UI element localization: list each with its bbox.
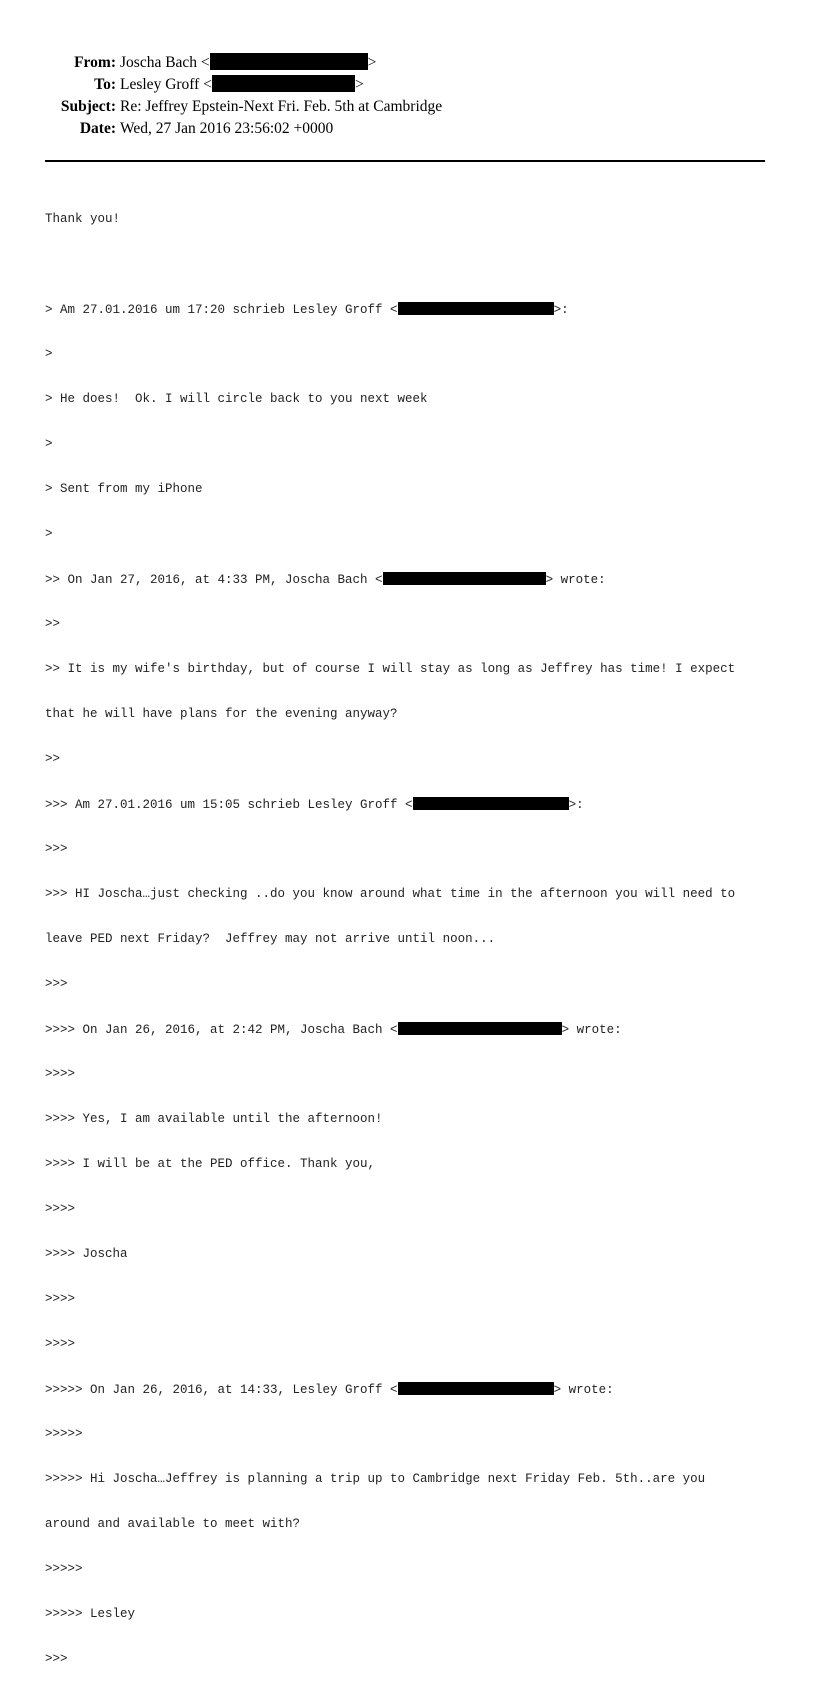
body-line: >> It is my wife's birthday, but of course I will stay as long as Jeffrey has time! I expect — [45, 662, 736, 676]
redaction-box — [210, 53, 368, 70]
quote-header-text: >>>>> On Jan 26, 2016, at 14:33, Lesley Groff < — [45, 1383, 398, 1397]
date-label: Date: — [79, 120, 116, 137]
to-label: To: — [94, 76, 116, 93]
quote-header-tail: >: — [568, 798, 584, 812]
quote-header-tail: >: — [553, 303, 569, 317]
body-line — [45, 257, 775, 272]
redaction-box — [398, 302, 554, 315]
subject-value: Re: Jeffrey Epstein-Next Fri. Feb. 5th at Cambridge — [120, 98, 443, 115]
quote-header-text: >> On Jan 27, 2016, at 4:33 PM, Joscha Bach < — [45, 573, 383, 587]
body-line: >>>>> — [45, 1427, 83, 1441]
header-divider — [45, 160, 765, 162]
from-close: > — [367, 54, 377, 71]
redaction-box — [212, 75, 355, 92]
quote-header-tail: > wrote: — [561, 1023, 622, 1037]
from-row — [0, 52, 816, 74]
quote-header-text: > Am 27.01.2016 um 17:20 schrieb Lesley Groff < — [45, 303, 398, 317]
to-value: Lesley Groff < — [120, 76, 212, 93]
body-line: > — [45, 437, 53, 451]
redaction-box — [398, 1382, 554, 1395]
body-line — [45, 572, 775, 587]
body-line: >>> — [45, 842, 68, 856]
body-line: >>> — [45, 977, 68, 991]
to-close: > — [354, 76, 364, 93]
body-line: >>>> Joscha — [45, 1247, 128, 1261]
redaction-box — [398, 1022, 562, 1035]
body-line: that he will have plans for the evening anyway? — [45, 707, 398, 721]
quote-header-tail: > wrote: — [545, 573, 606, 587]
redaction-box — [383, 572, 546, 585]
to-row — [0, 74, 816, 96]
body-line: >>>> — [45, 1292, 76, 1306]
body-line: >>> — [45, 1652, 68, 1666]
body-line — [45, 1022, 775, 1037]
body-line: >>>> — [45, 1067, 76, 1081]
redaction-box — [413, 797, 569, 810]
body-line: >>>> — [45, 1337, 76, 1351]
body-line: > — [45, 527, 53, 541]
body-line: >>>>> — [45, 1562, 83, 1576]
email-body — [45, 182, 775, 1682]
subject-label: Subject: — [60, 98, 116, 115]
body-line: >>>> — [45, 1202, 76, 1216]
quote-header-tail: > wrote: — [553, 1383, 614, 1397]
body-line: > He does! Ok. I will circle back to you next week — [45, 392, 428, 406]
body-line: >>>> Yes, I am available until the afternoon! — [45, 1112, 383, 1126]
body-line: >>> HI Joscha…just checking ..do you know around what time in the afternoon you will need to — [45, 887, 736, 901]
subject-row — [0, 96, 816, 118]
body-line: >>>>> Hi Joscha…Jeffrey is planning a trip up to Cambridge next Friday Feb. 5th..are you — [45, 1472, 706, 1486]
email-header — [0, 52, 816, 140]
body-line: > Sent from my iPhone — [45, 482, 203, 496]
body-line: > — [45, 347, 53, 361]
body-line: >>>> I will be at the PED office. Thank you, — [45, 1157, 376, 1171]
from-label: From: — [74, 54, 116, 71]
body-line: leave PED next Friday? Jeffrey may not arrive until noon... — [45, 932, 496, 946]
body-line: >> — [45, 752, 61, 766]
quote-header-text: >>>> On Jan 26, 2016, at 2:42 PM, Joscha Bach < — [45, 1023, 398, 1037]
date-value: Wed, 27 Jan 2016 23:56:02 +0000 — [120, 120, 334, 137]
body-line: >> — [45, 617, 61, 631]
body-line: around and available to meet with? — [45, 1517, 301, 1531]
quote-header-text: >>> Am 27.01.2016 um 15:05 schrieb Lesley Groff < — [45, 798, 413, 812]
body-line — [45, 302, 775, 317]
from-value: Joscha Bach < — [120, 54, 210, 71]
body-line — [45, 797, 775, 812]
date-row — [0, 118, 816, 140]
body-line: >>>>> Lesley — [45, 1607, 136, 1621]
body-line: Thank you! — [45, 212, 121, 226]
body-line — [45, 1382, 775, 1397]
